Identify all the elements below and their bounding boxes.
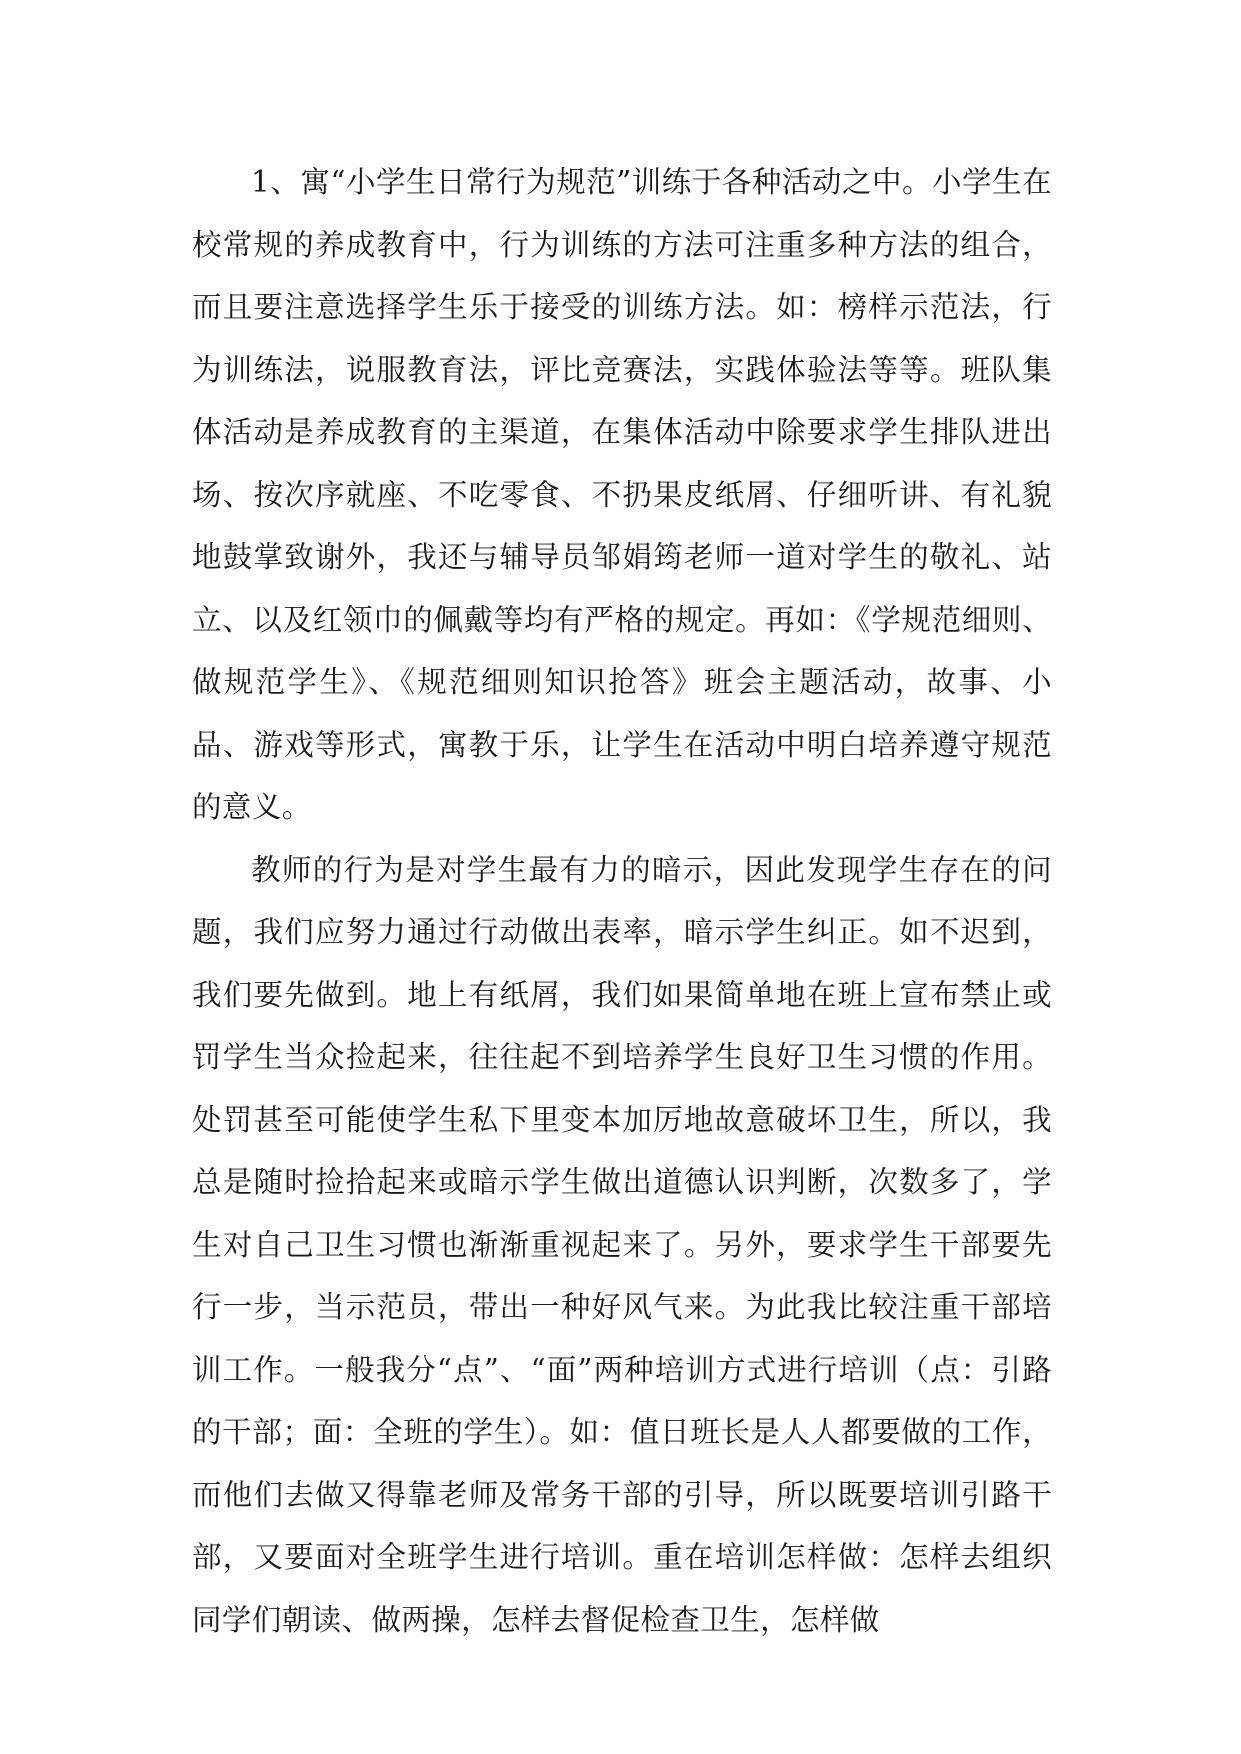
paragraph-behavior-norms-training: 1、寓“小学生日常行为规范”训练于各种活动之中。小学生在校常规的养成教育中，行为训练的方法可注重多种方法的组合，而且要注意选择学生乐于接受的训练方法。如：榜样示范法，行为训练法，说服教育法，评比竞赛法，实践体验法等等。班队集体活动是养成教育的主渠道，在集体活动中除要求学生排队进出场、按次序就座、不吃零食、不扔果皮纸屑、仔细听讲、有礼貌地鼓掌致谢外，我还与辅导员邹娟筠老师一道对学生的敬礼、站立、以及红领巾的佩戴等均有严格的规定。再如：《学规范细则、做规范学生》、《规范细则知识抢答》班会主题活动，故事、小品、游戏等形式，寓教于乐，让学生在活动中明白培养遵守规范的意义。 [192, 165, 1052, 824]
paragraph-teacher-example: 教师的行为是对学生最有力的暗示，因此发现学生存在的问题，我们应努力通过行动做出表率，暗示学生纠正。如不迟到，我们要先做到。地上有纸屑，我们如果简单地在班上宣布禁止或罚学生当众捡起来，往往起不到培养学生良好卫生习惯的作用。处罚甚至可能使学生私下里变本加厉地故意破坏卫生，所以，我总是随时捡拾起来或暗示学生做出道德认识判断，次数多了，学生对自己卫生习惯也渐渐重视起来了。另外，要求学生干部要先行一步，当示范员，带出一种好风气来。为此我比较注重干部培训工作。一般我分“点”、“面”两种培训方式进行培训（点：引路的干部；面：全班的学生）。如：值日班长是人人都要做的工作，而他们去做又得靠老师及常务干部的引导，所以既要培训引路干部，又要面对全班学生进行培训。重在培训怎样做：怎样去组织同学们朝读、做两操，怎样去督促检查卫生，怎样做 [192, 852, 1052, 1637]
document-body [192, 151, 1052, 1651]
